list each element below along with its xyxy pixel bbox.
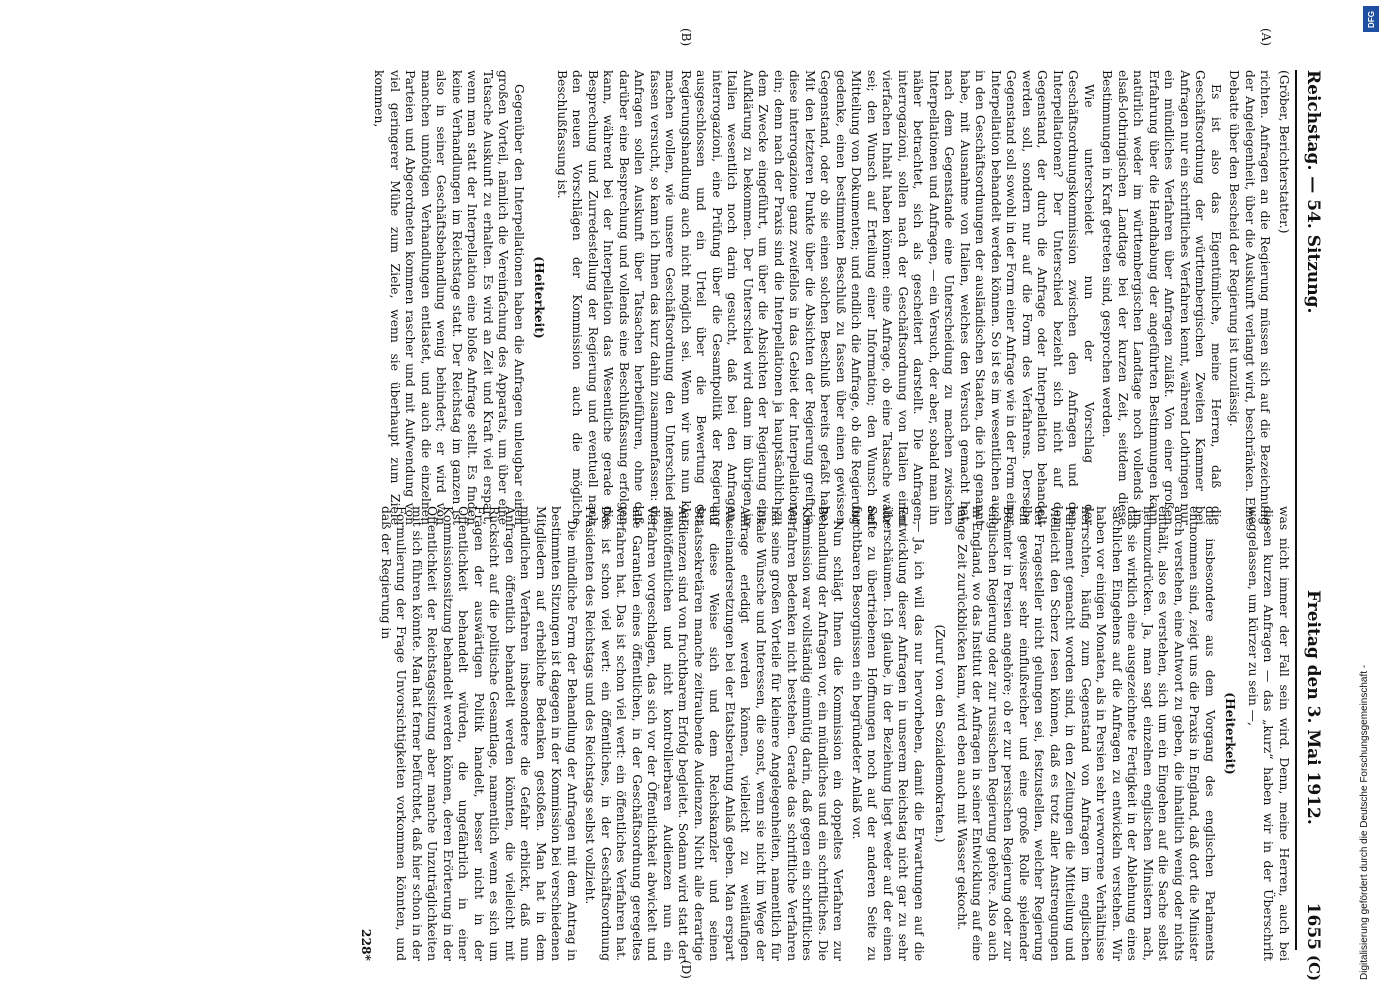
right-paragraph: was nicht immer der Fall sein wird. Denn, meine Herren, auch bei diesen kurzen Anfragen — das „kurz“ haben wir in der Überschrift weggelassen, um kürzer zu sein —, — [1246, 506, 1291, 961]
right-paragraph: Die mündliche Form der Behandlung der Anfragen mit dem Antrag in bestimmten Sitzungen ist dagegen in der Kommission bei verschiedenen Mitgliedern auf erhebliche Bedenken gestoßen. Man hat in dem mündlichen Verfahren insbesondere die Gefahr erblickt, daß nun Anfragen öffentlich behandelt werden könnten, die vielleicht mit Rücksicht auf die politische Gesamtlage, namentlich wenn es sich um Fragen der auswärtigen Politik handelt, besser nicht in der Öffentlichkeit behandelt würden, die ungefährlich in einer Kommissionssitzung behandelt werden können, deren Erörterung in der Öffentlichkeit der Reichstagssitzung aber manche Unzuträglichkeiten mit sich führen könnte. Man hat ferner befürchtet, daß hier schon in der Formulierung der Frage Unvorsichtigkeiten vorkommen könnten, und daß der Regierung in — [379, 506, 579, 961]
digitization-note — [1359, 500, 1377, 980]
interjection: (Heiterkeit) — [1223, 692, 1239, 775]
dfg-logo-text: DFG — [1366, 10, 1376, 28]
margin-letter-d: (D) — [679, 960, 693, 979]
header-session: Reichstag. — 54. Sitzung. — [1303, 70, 1323, 314]
dfg-logo — [1363, 6, 1379, 32]
speaker-label: (Gröber, Berichterstatter.) — [1277, 70, 1291, 234]
margin-letter-c: (C) — [1305, 955, 1323, 982]
right-paragraph: die insbesondere aus dem Vorgang des englischen Parlaments entnommen sind, zeigt uns die Praxis in England, daß dort die Minister auch verstehen, eine Antwort zu geben, die inhaltlich wenig oder nichts enthält, also es verstehen, sich um ein Eingehen auf die Sache selbst herumzudrücken. Ja, man sagt einzelnen englischen Ministern nach, daß sie wirklich eine ausgezeichnete Fertigkeit in der Ablehnung eines sachlichen Eingehens auf die Anfragen zu entwickeln verstehen. Wir haben vor einigen Monaten, als in Persien sehr verworrene Verhältnisse herrschten, häufig zum Gegenstand von Anfragen im englischen Parlament gemacht worden sind, in den Zeitungen die Mitteilung und vielleicht den Scherz lesen können, daß es trotz aller Anstrengungen der Fragesteller nicht gelungen sei, festzustellen, welcher Regierung ein gewisser sehr einflußreicher und eine große Rolle spielender Beamter in Persien angehöre; ob er zur persischen Regierung oder zur englischen Regierung oder zur russischen Regierung gehöre. Also auch in England, wo das Institut der Anfragen in seiner Entwicklung auf eine lange Zeit zurückblicken kann, wird eben auch mit Wasser gekocht. — [955, 506, 1217, 961]
left-column — [368, 70, 1291, 525]
header-date: Freitag den 3. Mai 1912. — [1303, 590, 1323, 825]
right-paragraph: Nun schlägt Ihnen die Kommission ein doppeltes Verfahren zur Behandlung der Anfragen vor, ein mündliches und ein schriftliches. Die Kommission war vollständig einmütig darin, daß gegen ein schriftliches Verfahren Bedenken nicht bestehen. Gerade das schriftliche Verfahren hat seine großen Vorteile für kleinere Angelegenheiten, namentlich für lokale Wünsche und Interessen, die sonst, wenn sie nicht im Wege der Anfrage erledigt werden können, vielleicht zu weitläufigen Auseinandersetzungen bei der Etatsberatung Anlaß geben. Man erspart auf diese Weise sich und dem Reichskanzler und seinen Staatssekretären manche zeitraubende Audienzen. Nicht alle derartige Audienzen sind von fruchtbarem Erfolg begleitet. Sodann wird statt der nichtöffentlichen und nicht kontrollierbaren Audienzen nun ein Verfahren vorgeschlagen, das sich vor der Öffentlichkeit abwickelt und alle Garantien eines öffentlichen, in der Geschäftsordnung geregeltes Verfahren hat. Das ist schon viel wert: ein öffentliches Verfahren hat. Das ist schon viel wert: ein öffentliches, in der Geschäftsordnung Präsidenten des Reichstags und des Reichstags selbst vollzieht. — [583, 506, 846, 961]
left-paragraph: richten. Anfragen an die Regierung müssen sich auf die Bezeichnung der Angelegenheit, über die Auskunft verlangt wird, beschränken. Eine Debatte über den Bescheid der Regierung ist unzulässig. — [1227, 70, 1273, 525]
margin-letter-b: (B) — [679, 28, 693, 47]
header-page-number: 1655 — [1303, 902, 1323, 950]
page-header — [1295, 70, 1323, 950]
interjection: (Zuruf von den Sozialdemokraten.) — [933, 624, 948, 843]
margin-letter-a: (A) — [1259, 28, 1273, 47]
left-paragraph: Es ist also das Eigentümliche, meine Herren, daß die Geschäftsordnung der württembergischen Zweiten Kammer bei Anfragen nur ein schriftliches Verfahren kennt, während Lothringen nur ein mündliches Verfahren über Anfragen zuläßt. Von einer großen Erfahrung über die Handhabung der angeführten Bestimmungen kann natürlich weder im württembergischen Landtage noch vollends im elsaß-lothringischen Landtage bei der kurzen Zeit, seitdem diese Bestimmungen in Kraft getreten sind, gesprochen werden. — [1100, 70, 1223, 525]
left-paragraph: Gegenüber den Interpellationen haben die Anfragen unleugbar einen großen Vorteil, nämlich die Vereinfachung des Apparats, um über eine Tatsache Auskunft zu erhalten. Es wird an Zeit und Kraft viel erspart, wenn man statt der Interpellation eine bloße Anfrage stellt. Es finden keine Verhandlungen im Reichstage statt. Der Reichstag im ganzen ist also in seiner Geschäftsbehandlung wenig behindert; er wird von manchen unnötigen Verhandlungen entlastet, und auch die einzelnen Parteien und Abgeordneten kommen rascher und mit Aufwendung von viel geringerer Mühe zum Ziele, wenn sie überhaupt zum Ziele kommen, — [372, 70, 526, 525]
digitization-note-text: Digitalisierung gefördert durch die Deutsche Forschungsgemeinschaft - — [1359, 664, 1370, 980]
right-column — [356, 506, 1291, 961]
left-paragraph: Wie unterscheidet nun der Vorschlag der Geschäftsordnungskommission zwischen den Anfragen und den Interpellationen? Der Unterschied bezieht sich nicht auf den Gegenstand, der durch die Anfrage oder Interpellation behandelt werden soll, sondern nur auf die Form des Verfahrens. Derselbe Gegenstand soll sowohl in der Form einer Anfrage wie in der Form einer Interpellation behandelt werden können. So ist es im wesentlichen auch in den Geschäftsordnungen der ausländischen Staaten, die ich genannt habe, mit Ausnahme von Italien, welches den Versuch gemacht hat, nach dem Gegenstande eine Unterscheidung zu machen zwischen Interpellationen und Anfragen, — ein Versuch, der aber, sobald man ihn näher betrachtet, sich als gescheitert darstellt. Die Anfragen, interrogazioni, sollen nach der Geschäftsordnung von Italien einen vierfachen Inhalt haben können: eine Anfrage, ob eine Tatsache wahr sei; den Wunsch auf Erteilung einer Information; den Wunsch auf Mitteilung von Dokumenten; und endlich die Anfrage, ob die Regierung gedenke, einen bestimmten Beschluß zu fassen über einen gewissen Gegenstand, oder ob sie einen solchen Beschluß bereits gefaßt habe. Mit den letzteren Punkte über die Absichten der Regierung greift ja diese interrogazione ganz zweifellos in das Gebiet der Interpellationen ein; denn nach der Praxis sind die Interpellationen ja hauptsächlich zu dem Zwecke eingeführt, um über die Absichten der Regierung eine Aufklärung zu bekommen. Der Unterschied wird dann im übrigen in Italien wesentlich noch darin gesucht, daß bei den Anfragen, interrogazioni, eine Prüfung über die Gesamtpolitik der Regierung ausgeschlossen und ein Urteil über die Bewertung der Regierungshandlung auch nicht möglich sei. Wenn wir uns nun klar machen wollen, wie unsere Geschäftsordnung den Unterschied zu fassen versucht, so kann ich Ihnen das kurz dahin zusammenfassen: die Anfragen sollen Auskunft über Tatsachen herbeiführen, ohne daß darüber eine Besprechung und vollends eine Beschlußfassung erfolgen kann, während bei der Interpellation das Wesentliche gerade die Besprechung und Zurredestellung der Regierung und eventuell nach den neuen Vorschlägen der Kommission auch die mögliche Beschlußfassung ist. — [555, 70, 1096, 525]
sheet-mark: 228* — [359, 928, 375, 961]
right-paragraph: — Ja, ich will das nur hervorheben, damit die Erwartungen auf die Entwicklung dieser Anfragen in unserem Reichstag nicht gar zu sehr überschäumen. Ich glaube, in der Beziehung liegt weder auf der einen Seite zu übertriebenen Hoffnungen noch auf der anderen Seite zu furchtbaren Besorgnissen ein begründeter Anlaß vor. — [850, 506, 926, 961]
interjection: (Heiterkeit) — [532, 256, 548, 339]
